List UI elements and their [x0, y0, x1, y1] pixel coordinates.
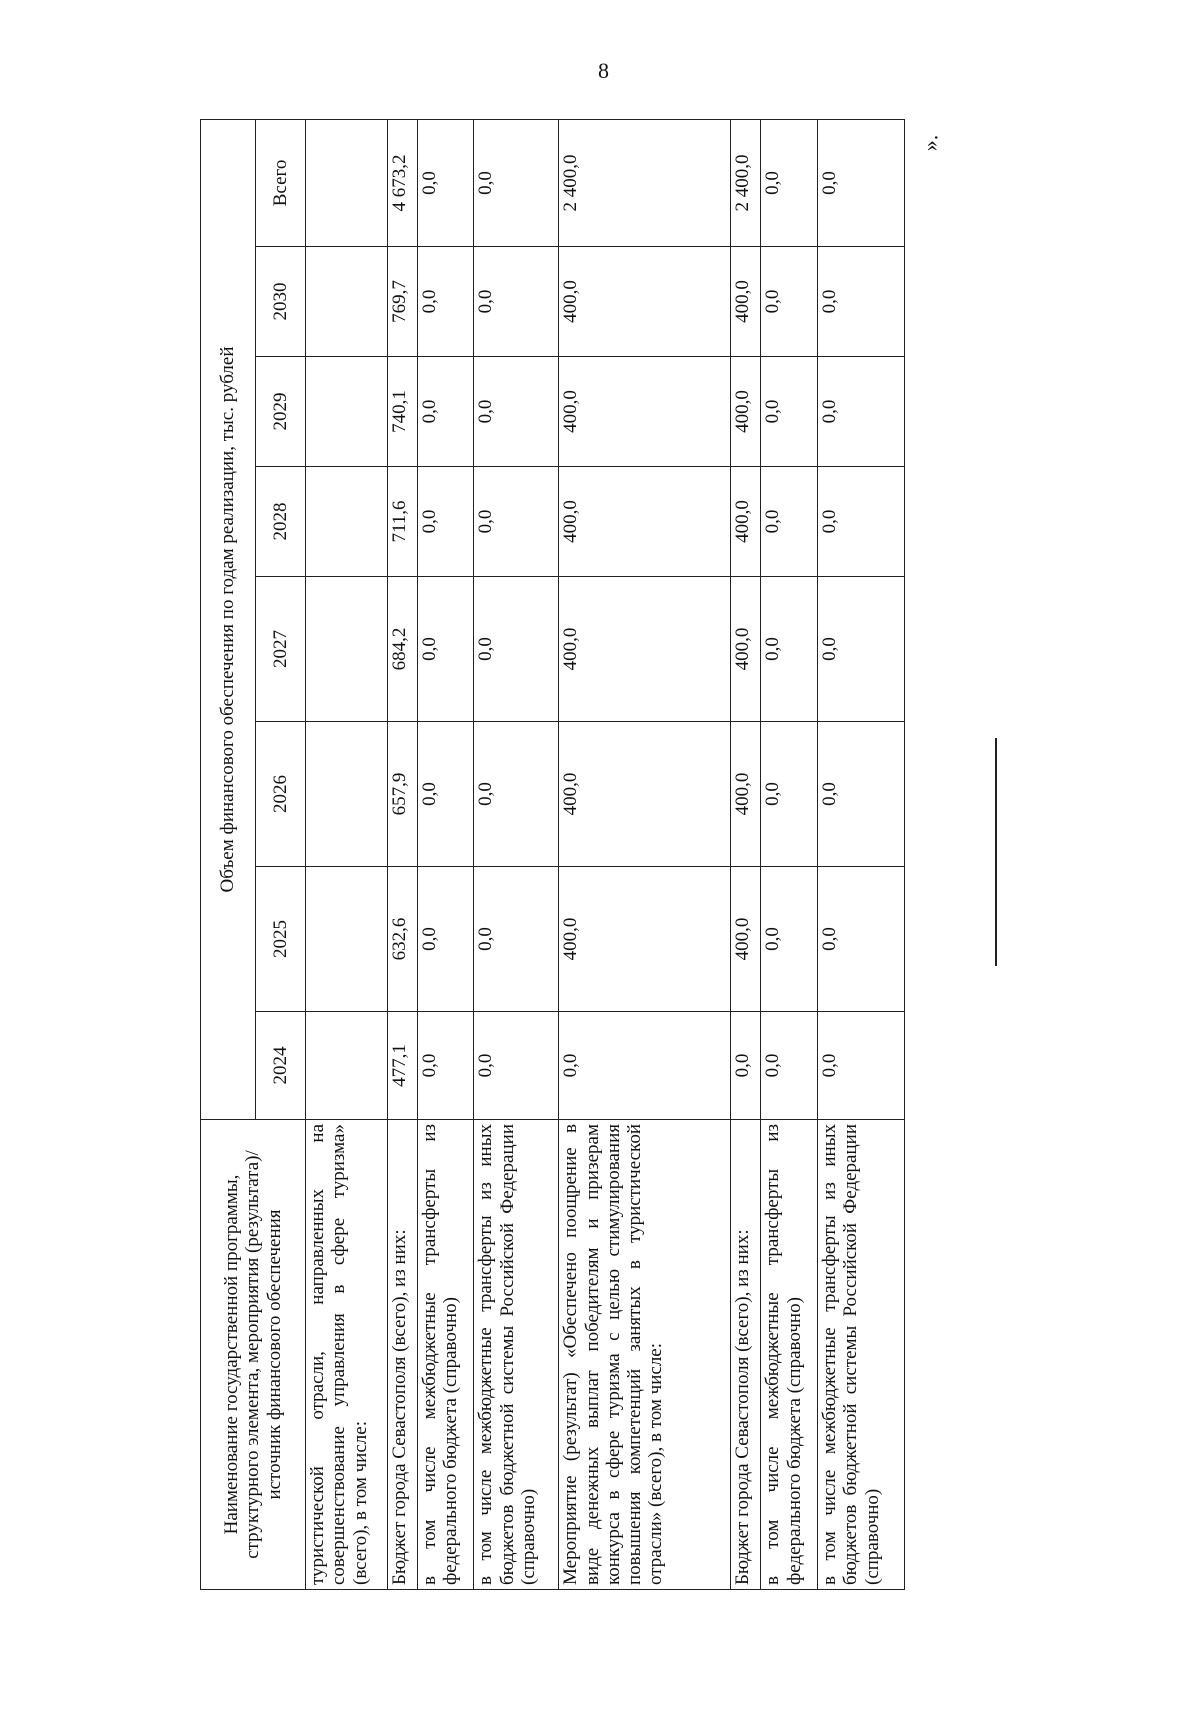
header-year: 2027 [256, 577, 306, 722]
row-name: Бюджет города Севастополя (всего), из них: [731, 1120, 761, 1590]
row-name: в том числе межбюджетные трансферты из федерального бюджета (справочно) [761, 1120, 818, 1590]
cell-value: 0,0 [417, 247, 474, 357]
cell-value: 0,0 [417, 1012, 474, 1120]
cell-value: 400,0 [731, 467, 761, 577]
cell-value: 0,0 [761, 867, 818, 1012]
row-name: в том числе межбюджетные трансферты из федерального бюджета (справочно) [417, 1120, 474, 1590]
separator-line [995, 738, 997, 966]
financing-table [200, 119, 905, 1590]
table-row [817, 119, 904, 1589]
header-year: 2029 [256, 357, 306, 467]
cell-value: 0,0 [761, 119, 818, 246]
cell-value: 0,0 [417, 357, 474, 467]
cell-value: 0,0 [817, 867, 904, 1012]
cell-value: 0,0 [817, 119, 904, 246]
header-row-1 [201, 119, 256, 1589]
closing-quote-mark: ». [917, 134, 943, 152]
cell-value: 0,0 [474, 357, 559, 467]
cell-value: 400,0 [731, 867, 761, 1012]
cell-value: 2 400,0 [559, 119, 731, 246]
header-total: Всего [256, 119, 306, 246]
cell-value: 0,0 [817, 577, 904, 722]
cell-value: 400,0 [731, 357, 761, 467]
cell-value: 0,0 [417, 467, 474, 577]
table-row [474, 119, 559, 1589]
row-name: в том числе межбюджетные трансферты из иных бюджетов бюджетной системы Российской Федерации (справочно) [817, 1120, 904, 1590]
cell-value: 0,0 [417, 867, 474, 1012]
cell-value: 0,0 [817, 247, 904, 357]
cell-value: 740,1 [387, 357, 417, 467]
cell-value: 400,0 [559, 467, 731, 577]
cell-value: 0,0 [474, 722, 559, 867]
cell-value: 400,0 [559, 577, 731, 722]
table-row [761, 119, 818, 1589]
cell-value: 684,2 [387, 577, 417, 722]
cell-value: 769,7 [387, 247, 417, 357]
header-name-column: Наименование государственной программы, структурного элемента, мероприятия (результата)/источник финансового обеспечения [201, 1120, 306, 1590]
cell-value: 0,0 [731, 1012, 761, 1120]
cell-value: 400,0 [559, 247, 731, 357]
page-number: 8 [598, 58, 609, 83]
row-name: Мероприятие (результат) «Обеспечено поощрение в виде денежных выплат победителям и призерам конкурса в сфере туризма с целью стимулирования повышения компетенций занятых в туристической отрасли» (всего), в том числе: [559, 1120, 731, 1590]
cell-value: 0,0 [761, 467, 818, 577]
cell-value: 400,0 [559, 722, 731, 867]
cell-value [306, 722, 388, 867]
table-row [731, 119, 761, 1589]
cell-value: 0,0 [417, 119, 474, 246]
cell-value: 0,0 [817, 1012, 904, 1120]
table-row [387, 119, 417, 1589]
rotated-table-container [200, 120, 905, 1590]
table-row [559, 119, 731, 1589]
cell-value: 0,0 [474, 867, 559, 1012]
cell-value [306, 467, 388, 577]
row-name: в том числе межбюджетные трансферты из иных бюджетов бюджетной системы Российской Федерации (справочно) [474, 1120, 559, 1590]
cell-value: 0,0 [474, 247, 559, 357]
row-name: туристической отрасли, направленных на совершенствование управления в сфере туризма» (всего), в том числе: [306, 1120, 388, 1590]
cell-value: 4 673,2 [387, 119, 417, 246]
cell-value [306, 357, 388, 467]
cell-value: 632,6 [387, 867, 417, 1012]
cell-value [306, 247, 388, 357]
cell-value: 0,0 [817, 467, 904, 577]
cell-value [306, 119, 388, 246]
cell-value: 0,0 [761, 1012, 818, 1120]
cell-value: 0,0 [761, 577, 818, 722]
cell-value: 0,0 [817, 722, 904, 867]
row-name: Бюджет города Севастополя (всего), из них: [387, 1120, 417, 1590]
cell-value: 400,0 [559, 357, 731, 467]
cell-value [306, 577, 388, 722]
cell-value: 477,1 [387, 1012, 417, 1120]
cell-value: 0,0 [474, 119, 559, 246]
cell-value: 0,0 [817, 357, 904, 467]
cell-value: 0,0 [761, 247, 818, 357]
table-row [306, 119, 388, 1589]
cell-value [306, 867, 388, 1012]
cell-value: 0,0 [417, 722, 474, 867]
cell-value: 0,0 [761, 357, 818, 467]
header-volume-group: Объем финансового обеспечения по годам реализации, тыс. рублей [201, 119, 256, 1119]
cell-value: 400,0 [731, 577, 761, 722]
header-year: 2026 [256, 722, 306, 867]
cell-value: 0,0 [559, 1012, 731, 1120]
cell-value: 400,0 [559, 867, 731, 1012]
header-year: 2030 [256, 247, 306, 357]
cell-value: 400,0 [731, 722, 761, 867]
cell-value: 0,0 [417, 577, 474, 722]
cell-value: 2 400,0 [731, 119, 761, 246]
cell-value: 711,6 [387, 467, 417, 577]
cell-value: 0,0 [474, 467, 559, 577]
cell-value [306, 1012, 388, 1120]
header-year: 2028 [256, 467, 306, 577]
table-row [417, 119, 474, 1589]
cell-value: 400,0 [731, 247, 761, 357]
cell-value: 0,0 [474, 577, 559, 722]
cell-value: 0,0 [761, 722, 818, 867]
cell-value: 657,9 [387, 722, 417, 867]
header-year: 2024 [256, 1012, 306, 1120]
header-year: 2025 [256, 867, 306, 1012]
cell-value: 0,0 [474, 1012, 559, 1120]
